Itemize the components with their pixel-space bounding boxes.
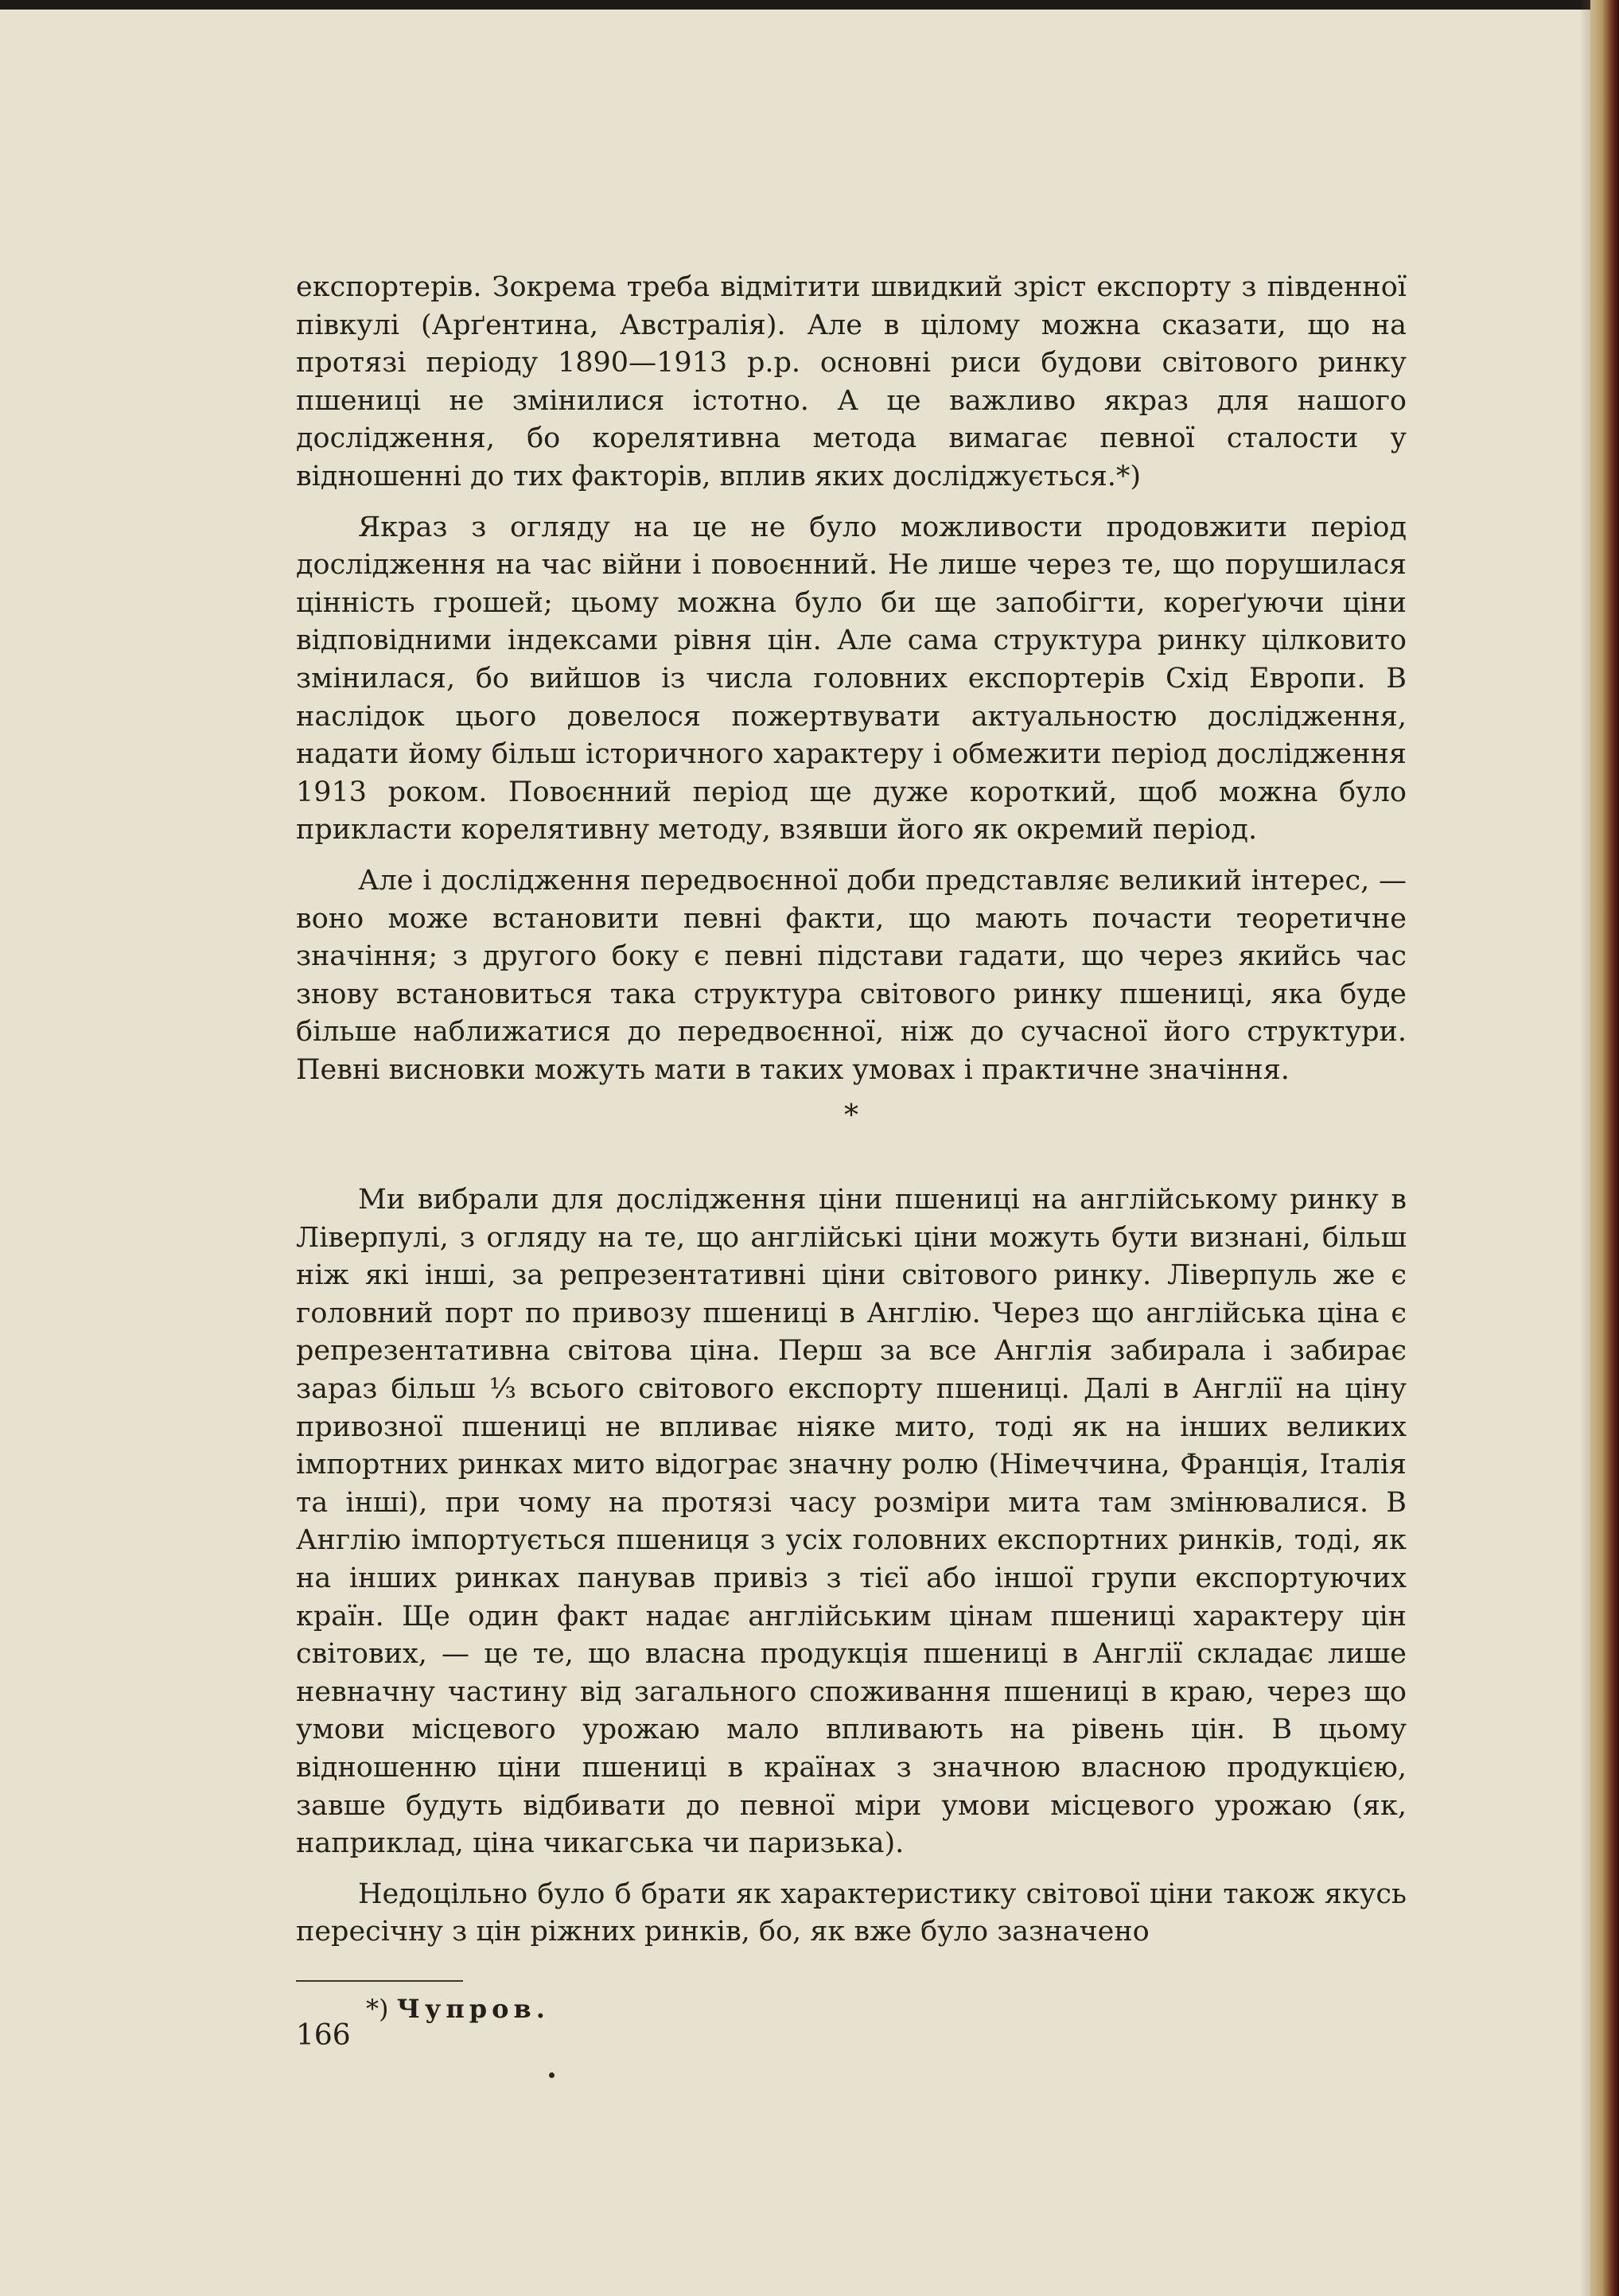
- book-spine-edge: [1590, 0, 1619, 2296]
- page-text-block: [296, 269, 1407, 2026]
- page-number: 166: [296, 2019, 351, 2052]
- footnote-author: Чупров.: [396, 1993, 550, 2024]
- paragraph-1: експортерів. Зокрема треба відмітити швидкий зріст експорту з південної півкулі (Арґентина, Австралія). Але в цілому можна сказати, що на протязі періоду 1890—1913 р.р. основні риси будови світового ринку пшениці не змінилися істотно. А це важливо якраз для нашого дослідження, бо корелятивна метода вимагає певної сталости у відношенні до тих факторів, вплив яких досліджується.*): [296, 271, 1407, 492]
- paragraph-3: Але і дослідження передвоєнної доби представляє великий інтерес, — воно може встановити певні факти, що мають почасти теоретичне значіння; з другого боку є певні підстави гадати, що через якийсь час знову встановиться така структура світового ринку пшениці, яка буде більше наближатися до передвоєнної, ніж до сучасної його структури. Певні висновки можуть мати в таких умовах і практичне значіння.: [296, 864, 1407, 1086]
- paragraph-4: Ми вибрали для дослідження ціни пшениці на англійському ринку в Ліверпулі, з огляду на те, що англійські ціни можуть бути визнані, більш ніж які інші, за репрезентативні ціни світового ринку. Ліверпуль же є головний порт по привозу пшениці в Англію. Через що англійська ціна є репрезентативна світова ціна. Перш за все Англія забирала і забирає зараз більш ⅓ всього світового експорту пшениці. Далі в Англії на ціну привозної пшениці не впливає ніяке мито, тоді як на інших великих імпортних ринках мито відограє значну ролю (Німеччина, Франція, Італія та інші), при чому на протязі часу розміри мита там змінювалися. В Англію імпортується пшениця з усіх головних експортних ринків, тоді, як на інших ринках панував привіз з тієї або іншої групи експортуючих країн. Ще один факт надає англійським цінам пшениці характеру цін світових, — це те, що власна продукція пшениці в Англії складає лише невначну частину від загального споживання пшениці в краю, через що умови місцевого урожаю мало впливають на рівень цін. В цьому відношенню ціни пшениці в країнах з значною власною продукцією, завше будуть відбивати до певної міри умови місцевого урожаю (як, наприклад, ціна чикагська чи паризька).: [296, 1184, 1407, 1860]
- book-gutter-shadow: [1579, 0, 1590, 2296]
- paragraph-5: Недоцільно було б брати як характеристику світової ціни також якусь пересічну з цін ріжних ринків, бо, як вже було зазначено: [296, 1878, 1407, 1948]
- print-speck: [549, 2072, 555, 2078]
- footnote-marker: *): [366, 1993, 389, 2024]
- scan-top-edge: [0, 0, 1619, 10]
- section-separator-asterisk: *: [844, 1099, 858, 1133]
- paragraph-2: Якраз з огляду на це не було можливости продовжити період дослідження на час війни і повоєнний. Не лише через те, що порушилася цінність грошей; цьому можна було би ще запобігти, кореґуючи ціни відповідними індексами рівня цін. Але сама структура ринку цілковито змінилася, бо вийшов із числа головних експортерів Схід Европи. В наслідок цього довелося пожертвувати актуальностю дослідження, надати йому більш історичного характеру і обмежити період дослідження 1913 роком. Повоєнний період ще дуже короткий, щоб можна було прикласти корелятивну методу, взявши його як окремий період.: [296, 511, 1407, 846]
- footnote: [366, 1991, 1407, 2026]
- footnote-divider: [296, 1980, 463, 1982]
